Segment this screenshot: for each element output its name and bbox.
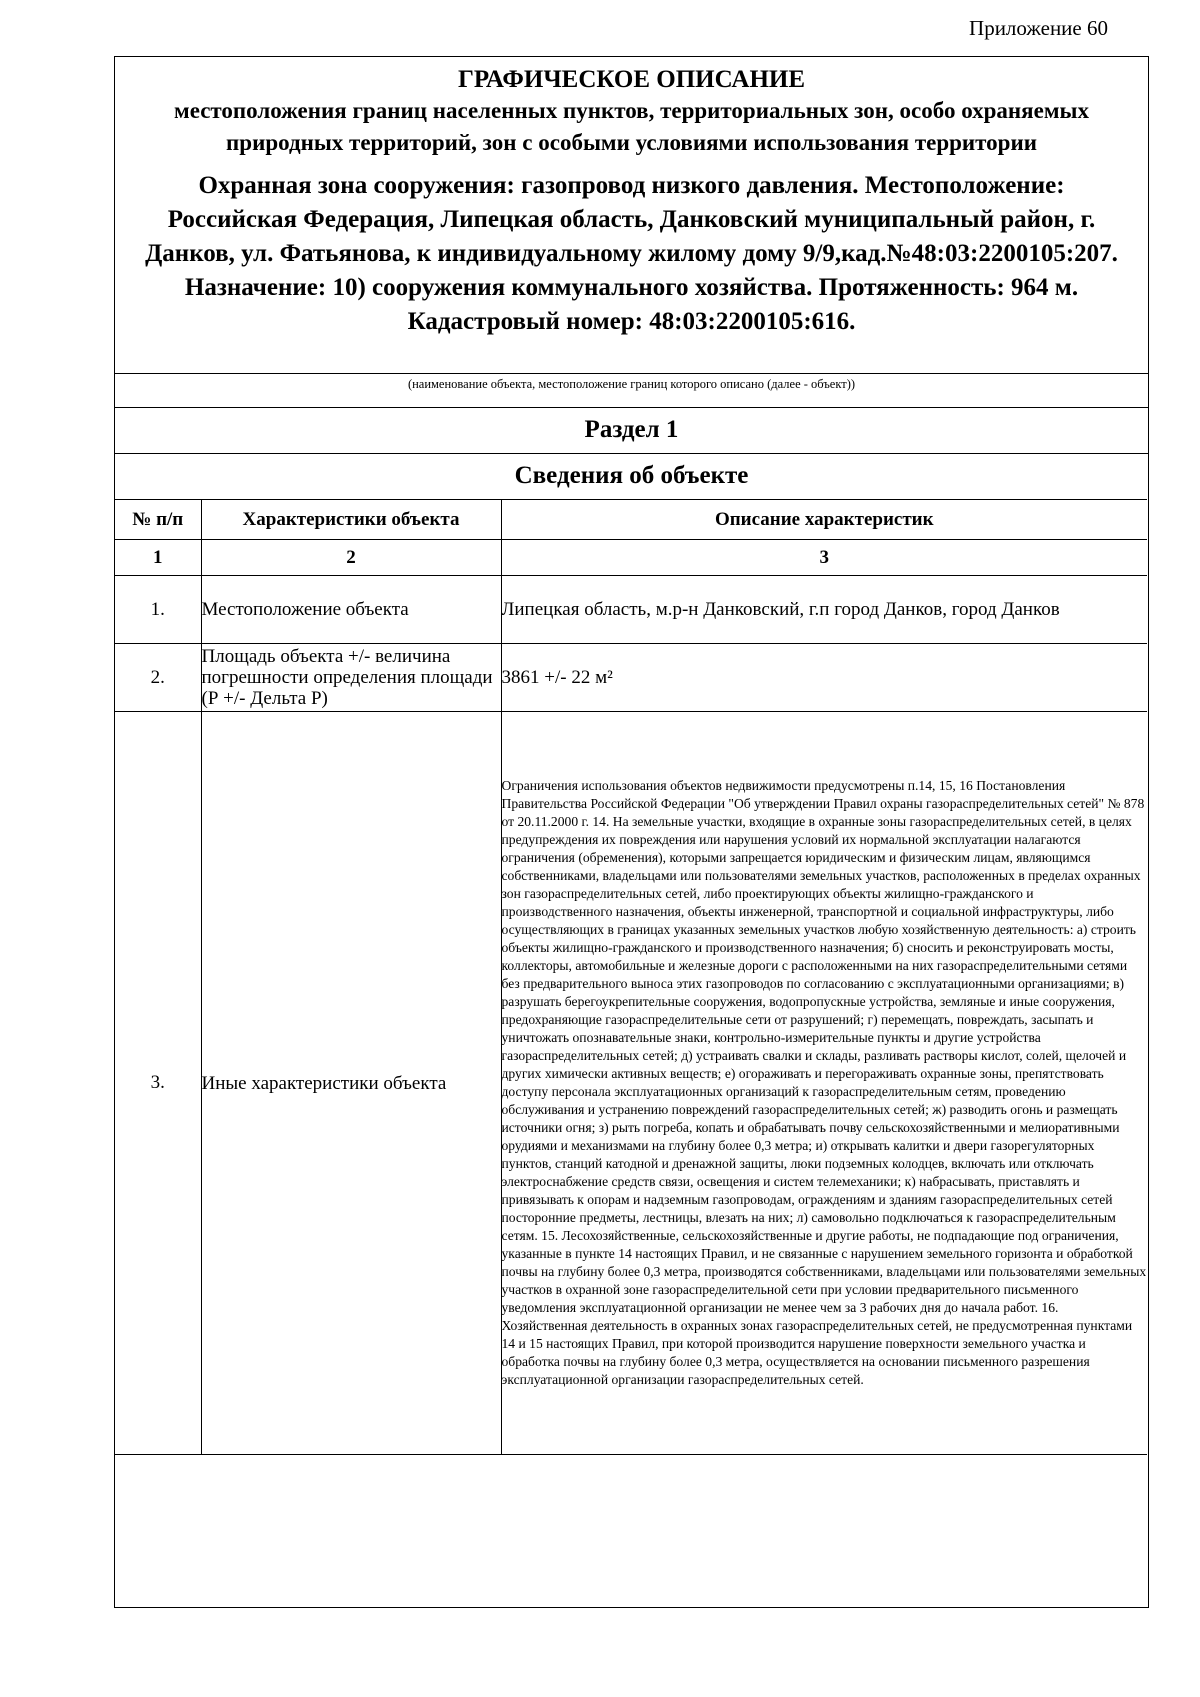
- appendix-label: Приложение 60: [969, 16, 1108, 40]
- column-number: 3: [501, 540, 1147, 576]
- row-characteristic: Площадь объекта +/- величина погрешности определения площади (Р +/- Дельта Р): [201, 644, 501, 712]
- row-number: 1.: [115, 576, 201, 644]
- column-number-row: [115, 540, 1147, 576]
- column-number: 2: [201, 540, 501, 576]
- row-description: Ограничения использования объектов недвижимости предусмотрены п.14, 15, 16 Постановления Правительства Российской Федерации "Об утверждении Правил охраны газораспределительных сетей" № 878 от 20.11.2000 г. 14. На земельные участки, входящие в охранные зоны газораспределительных сетей, в целях предупреждения их повреждения или нарушения условий их нормальной эксплуатации налагаются ограничения (обременения), которыми запрещается юридическим и физическим лицам, являющимся собственниками, владельцами или пользователями земельных участков, расположенных в пределах охранных зон газораспределительных сетей, либо проектирующих объекты жилищно-гражданского и производственного назначения, объекты инженерной, транспортной и социальной инфраструктуры, либо осуществляющих в границах указанных земельных участков любую хозяйственную деятельность: а) строить объекты жилищно-гражданского и производственного назначения; б) сносить и реконструировать мосты, коллекторы, автомобильные и железные дороги с расположенными на них газораспределительными сетями без предварительного выноса этих газопроводов по согласованию с эксплуатационными организациями; в) разрушать берегоукрепительные сооружения, водопропускные устройства, земляные и иные сооружения, предохраняющие газораспределительные сети от разрушений; г) перемещать, повреждать, засыпать и уничтожать опознавательные знаки, контрольно-измерительные пункты и другие устройства газораспределительных сетей; д) устраивать свалки и склады, разливать растворы кислот, солей, щелочей и других химически активных веществ; е) огораживать и перегораживать охранные зоны, препятствовать доступу персонала эксплуатационных организаций к газораспределительным сетям, проведению обслуживания и устранению повреждений газораспределительных сетей; ж) разводить огонь и размещать источники огня; з) рыть погреба, копать и обрабатывать почву сельскохозяйственными и мелиоративными орудиями и механизмами на глубину более 0,3 метра; и) открывать калитки и двери газорегуляторных пунктов, станций катодной и дренажной защиты, люки подземных колодцев, включать или отключать электроснабжение средств связи, освещения и систем телемеханики; к) набрасывать, приставлять и привязывать к опорам и надземным газопроводам, ограждениям и зданиям газораспределительных сетей посторонние предметы, лестницы, влезать на них; л) самовольно подключаться к газораспределительным сетям. 15. Лесохозяйственные, сельскохозяйственные и другие работы, не подпадающие под ограничения, указанные в пункте 14 настоящих Правил, и не связанные с нарушением земельного горизонта и обработкой почвы на глубину более 0,3 метра, производятся собственниками, владельцами или пользователями земельных участков в охранной зоне газораспределительной сети при условии предварительного письменного уведомления эксплуатационной организации не менее чем за 3 рабочих дня до начала работ. 16. Хозяйственная деятельность в охранных зонах газораспределительных сетей, не предусмотренная пунктами 14 и 15 настоящих Правил, при которой производится нарушение поверхности земельного участка и обработка почвы на глубину более 0,3 метра, осуществляется на основании письменного разрешения эксплуатационной организации газораспределительных сетей.: [501, 712, 1147, 1455]
- row-characteristic: Иные характеристики объекта: [201, 712, 501, 1455]
- table-row: [115, 644, 1147, 712]
- header-number: № п/п: [115, 500, 201, 540]
- column-number: 1: [115, 540, 201, 576]
- table-header-row: [115, 500, 1147, 540]
- row-description: Липецкая область, м.р-н Данковский, г.п город Данков, город Данков: [501, 576, 1147, 644]
- object-description: Охранная зона сооружения: газопровод низкого давления. Местоположение: Российская Федерация, Липецкая область, Данковский муниципальный район, г. Данков, ул. Фатьянова, к индивидуальному жилому дому 9/9,кад.№48:03:2200105:207. Назначение: 10) сооружения коммунального хозяйства. Протяженность: 964 м. Кадастровый номер: 48:03:2200105:616.: [145, 172, 1118, 335]
- document-subtitle: местоположения границ населенных пунктов, территориальных зон, особо охраняемых природных территорий, зон с особыми условиями использования территории: [174, 98, 1089, 155]
- document-frame: [114, 56, 1149, 1608]
- table-row: [115, 712, 1147, 1455]
- info-title: Сведения об объекте: [115, 453, 1148, 499]
- row-number: 3.: [115, 712, 201, 1455]
- object-caption: (наименование объекта, местоположение границ которого описано (далее - объект)): [115, 373, 1148, 407]
- row-characteristic: Местоположение объекта: [201, 576, 501, 644]
- row-number: 2.: [115, 644, 201, 712]
- object-info-table: [115, 499, 1147, 1455]
- header-description: Описание характеристик: [501, 500, 1147, 540]
- row-description: 3861 +/- 22 м²: [501, 644, 1147, 712]
- title-block: [115, 57, 1148, 375]
- section-title: Раздел 1: [115, 407, 1148, 453]
- table-row: [115, 576, 1147, 644]
- document-title: ГРАФИЧЕСКОЕ ОПИСАНИЕ: [457, 66, 806, 93]
- header-characteristic: Характеристики объекта: [201, 500, 501, 540]
